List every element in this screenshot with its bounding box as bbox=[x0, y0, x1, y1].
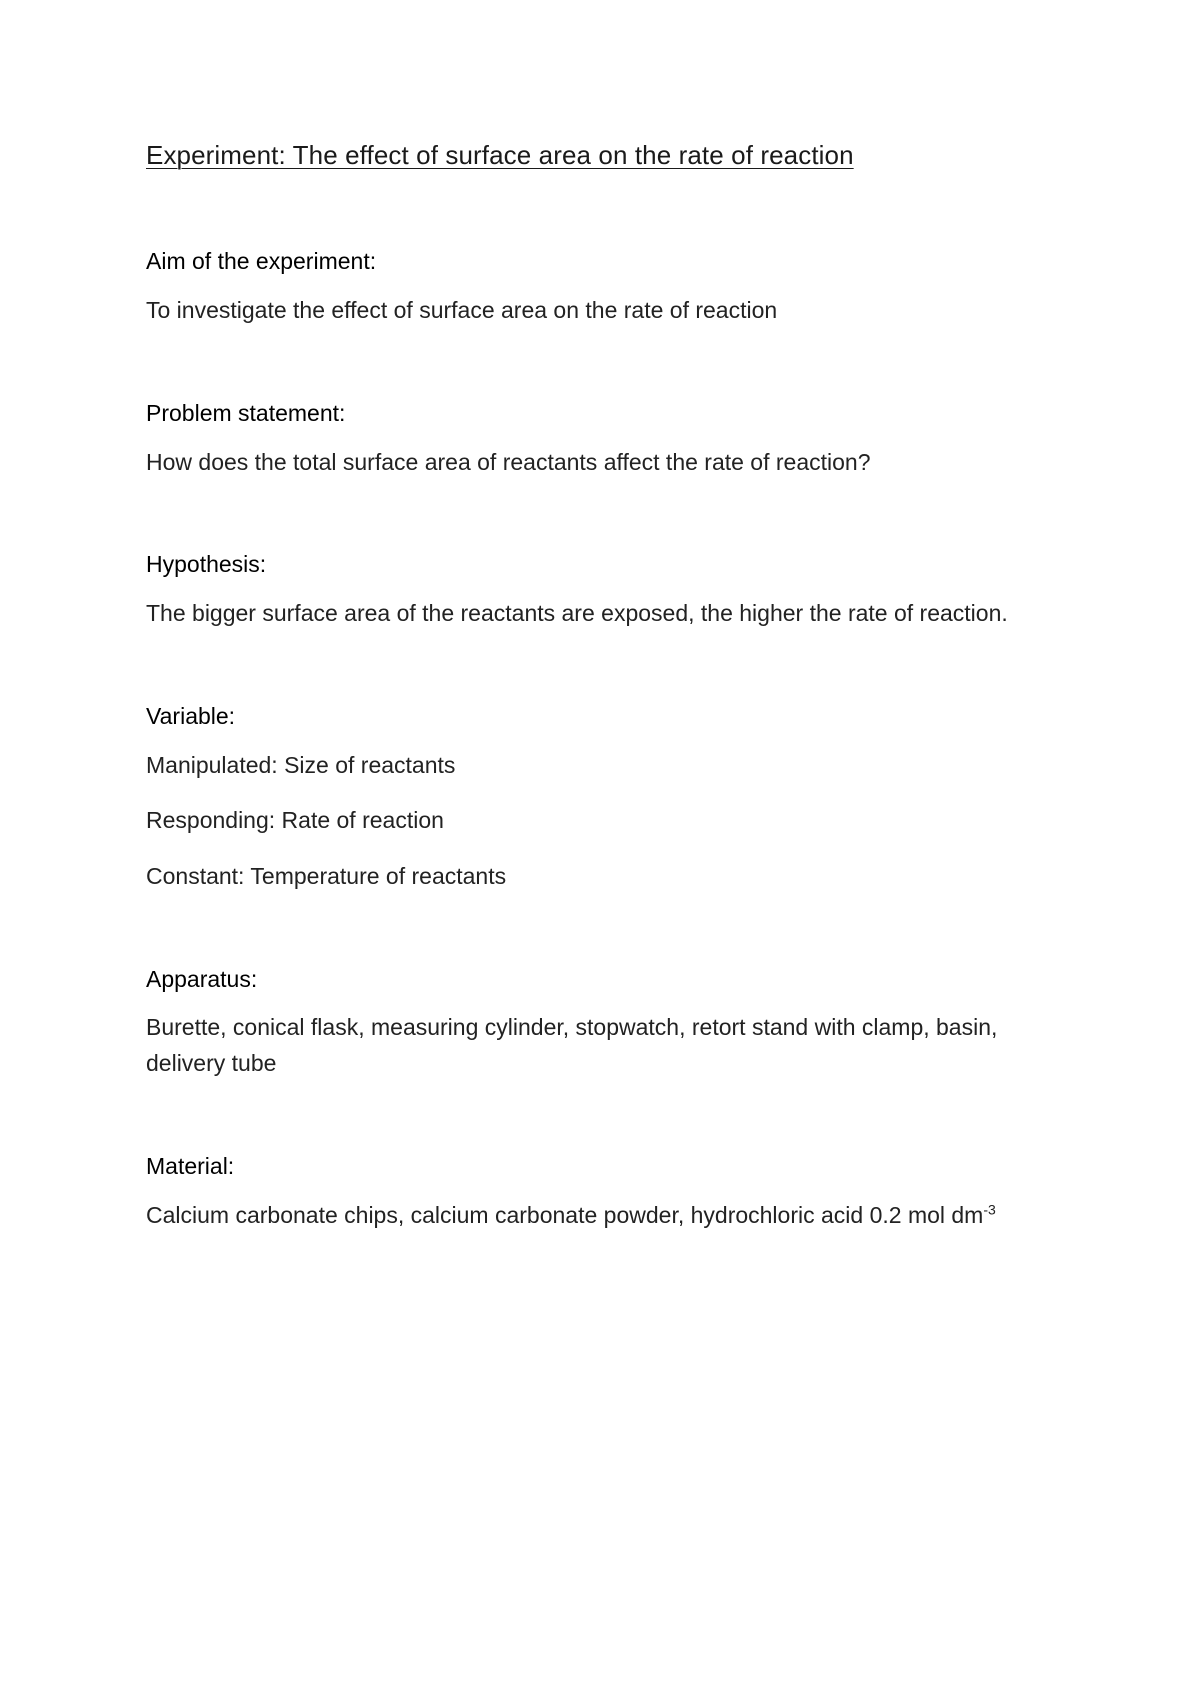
document-content bbox=[146, 140, 1076, 1233]
responding-variable: Responding: Rate of reaction bbox=[146, 807, 444, 834]
hypothesis-text: The bigger surface area of the reactants are exposed, the higher the rate of reaction. bbox=[146, 600, 1008, 627]
aim-heading: Aim of the experiment: bbox=[146, 248, 377, 275]
aim-text: To investigate the effect of surface area on the rate of reaction bbox=[146, 297, 778, 324]
manipulated-variable: Manipulated: Size of reactants bbox=[146, 751, 456, 778]
apparatus-heading: Apparatus: bbox=[146, 965, 258, 992]
material-line bbox=[146, 1198, 1076, 1234]
material-text: Calcium carbonate chips, calcium carbonate powder, hydrochloric acid 0.2 mol dm bbox=[146, 1201, 984, 1228]
problem-text: How does the total surface area of reactants affect the rate of reaction? bbox=[146, 448, 871, 475]
hypothesis-section bbox=[146, 550, 1076, 632]
aim-section bbox=[146, 247, 1076, 329]
variable-section bbox=[146, 702, 1076, 895]
hypothesis-heading: Hypothesis: bbox=[146, 551, 267, 578]
material-heading: Material: bbox=[146, 1152, 235, 1179]
document-title: Experiment: The effect of surface area on the rate of reaction bbox=[146, 140, 854, 170]
material-section bbox=[146, 1152, 1076, 1234]
apparatus-section bbox=[146, 965, 1076, 1082]
material-unit-exponent: -3 bbox=[983, 1201, 996, 1217]
problem-heading: Problem statement: bbox=[146, 399, 346, 426]
problem-section bbox=[146, 399, 1076, 481]
variable-heading: Variable: bbox=[146, 702, 236, 729]
apparatus-text: Burette, conical flask, measuring cylinder, stopwatch, retort stand with clamp, basin, delivery tube bbox=[146, 1014, 998, 1077]
constant-variable: Constant: Temperature of reactants bbox=[146, 862, 507, 889]
